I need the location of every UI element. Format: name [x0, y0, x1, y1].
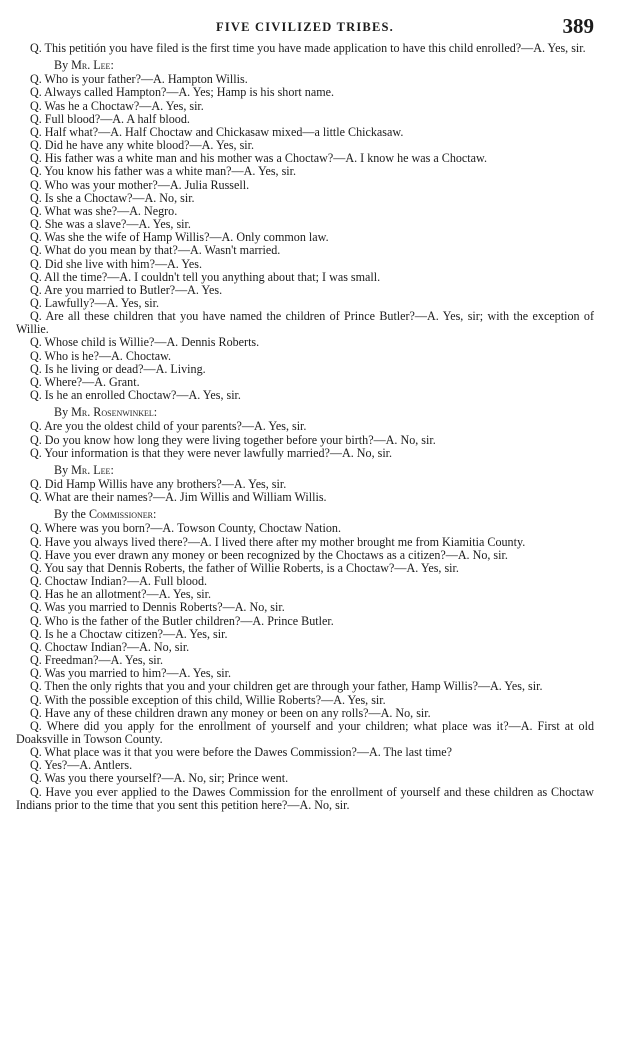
page-header: [16, 0, 594, 40]
testimony-line: Q. Has he an allotment?—A. Yes, sir.: [30, 587, 212, 602]
testimony-line: Q. His father was a white man and his mother was a Choctaw?—A. I know he was a Choctaw.: [30, 151, 487, 166]
testimony-line: Q. Was he a Choctaw?—A. Yes, sir.: [30, 98, 204, 113]
testimony-line: Q. Where?—A. Grant.: [30, 374, 140, 389]
speaker-prefix: By: [54, 462, 72, 477]
testimony-line: Q. Was she the wife of Hamp Willis?—A. Only common law.: [30, 230, 329, 245]
speaker-heading: [16, 464, 594, 477]
testimony-line: Q. Are all these children that you have named the children of Prince Butler?—A. Yes, sir; with the exception of Willie.: [16, 309, 594, 337]
testimony-line: Q. Have you ever applied to the Dawes Commission for the enrollment of yourself and these children as Choctaw Indians prior to the time that you sent this petition here?—A. No, sir.: [16, 784, 594, 812]
testimony-line: Q. Did Hamp Willis have any brothers?—A. Yes, sir.: [30, 477, 287, 491]
testimony-line: Q. Freedman?—A. Yes, sir.: [30, 653, 164, 668]
testimony-line: Q. Is he an enrolled Choctaw?—A. Yes, sir.: [30, 388, 241, 403]
testimony-line: Q. Then the only rights that you and your children get are through your father, Hamp Willis?—A. Yes, sir.: [30, 679, 543, 694]
testimony-line: Q. Choctaw Indian?—A. Full blood.: [30, 574, 208, 589]
speaker-prefix: By the: [54, 507, 89, 522]
speaker-name: Commissioner: [88, 507, 154, 522]
speaker-name: Mr. Lee: [71, 58, 111, 73]
testimony-line: Q. Your information is that they were never lawfully married?—A. No, sir.: [30, 445, 393, 460]
speaker-heading: [16, 508, 594, 521]
speaker-suffix: :: [110, 462, 114, 477]
testimony-line: Q. Do you know how long they were living together before your birth?—A. No, sir.: [30, 432, 436, 447]
speaker-prefix: By: [54, 58, 72, 73]
testimony-line: Q. Who is your father?—A. Hampton Willis.: [30, 72, 248, 87]
speaker-suffix: :: [110, 58, 114, 73]
testimony-line: Q. Is she a Choctaw?—A. No, sir.: [30, 190, 195, 205]
testimony-line: Q. Lawfully?—A. Yes, sir.: [30, 295, 159, 310]
testimony-line: Q. Was you married to Dennis Roberts?—A. No, sir.: [30, 600, 285, 615]
testimony-line: Q. Are you the oldest child of your parents?—A. Yes, sir.: [30, 419, 307, 434]
testimony-line: Q. All the time?—A. I couldn't tell you anything about that; I was small.: [30, 269, 381, 284]
testimony-line: Q. Have any of these children drawn any money or been on any rolls?—A. No, sir.: [30, 705, 431, 720]
speaker-suffix: :: [153, 405, 158, 420]
testimony-line: Q. She was a slave?—A. Yes, sir.: [30, 217, 191, 232]
testimony-line: Q. Choctaw Indian?—A. No, sir.: [30, 639, 190, 654]
testimony-line: Q. What do you mean by that?—A. Wasn't married.: [30, 243, 281, 258]
speaker-heading: [16, 59, 594, 72]
testimony-line: Q. Have you always lived there?—A. I lived there after my mother brought me from Kiamitia County.: [30, 534, 526, 549]
testimony-line: Q. What are their names?—A. Jim Willis and William Willis.: [30, 490, 327, 505]
testimony-line: Q. Yes?—A. Antlers.: [30, 758, 133, 773]
testimony-line: Q. Was you there yourself?—A. No, sir; Prince went.: [30, 771, 289, 786]
speaker-name: Mr. Lee: [71, 462, 111, 477]
testimony-line: Q. You know his father was a white man?—A. Yes, sir.: [30, 164, 297, 179]
testimony-line: Q. Are you married to Butler?—A. Yes.: [30, 282, 223, 297]
speaker-name: Mr. Rosenwinkel: [71, 405, 154, 420]
speaker-prefix: By: [54, 405, 72, 420]
testimony-line: Q. Did he have any white blood?—A. Yes, sir.: [30, 138, 255, 153]
page-number: 389: [562, 14, 594, 38]
testimony-line: Q. Half what?—A. Half Choctaw and Chickasaw mixed—a little Chickasaw.: [30, 124, 404, 139]
testimony-line: Q. Where did you apply for the enrollment of yourself and your children; what place was it?—A. First at old Doaksville in Towson County.: [16, 718, 594, 746]
testimony-line: Q. What was she?—A. Negro.: [30, 203, 178, 218]
testimony-line: Q. Did she live with him?—A. Yes.: [30, 256, 202, 271]
testimony-line: Q. Whose child is Willie?—A. Dennis Roberts.: [30, 335, 260, 350]
testimony-line: Q. You say that Dennis Roberts, the father of Willie Roberts, is a Choctaw?—A. Yes, sir.: [30, 560, 459, 575]
testimony-line: Q. What place was it that you were before the Dawes Commission?—A. The last time?: [30, 745, 453, 760]
testimony-line: Q. This petitión you have filed is the first time you have made application to have this child enrolled?—A. Yes, sir.: [30, 41, 586, 55]
testimony-line: Q. Who is he?—A. Choctaw.: [30, 348, 172, 363]
testimony-line: Q. Who is the father of the Butler children?—A. Prince Butler.: [30, 613, 334, 628]
testimony-line: Q. Is he living or dead?—A. Living.: [30, 361, 206, 376]
testimony-line: Q. Is he a Choctaw citizen?—A. Yes, sir.: [30, 626, 228, 641]
running-title: FIVE CIVILIZED TRIBES.: [216, 20, 394, 34]
testimony-line: Q. Was you married to him?—A. Yes, sir.: [30, 666, 232, 681]
speaker-suffix: :: [153, 507, 157, 522]
testimony-line: Q. Always called Hampton?—A. Yes; Hamp is his short name.: [30, 85, 334, 100]
speaker-heading: [16, 406, 594, 419]
testimony-body: [16, 42, 594, 812]
testimony-line: Q. Full blood?—A. A half blood.: [30, 111, 190, 126]
testimony-line: Q. Who was your mother?—A. Julia Russell.: [30, 177, 250, 192]
testimony-line: Q. Where was you born?—A. Towson County, Choctaw Nation.: [30, 521, 341, 536]
testimony-line: Q. With the possible exception of this child, Willie Roberts?—A. Yes, sir.: [30, 692, 386, 707]
testimony-line: Q. Have you ever drawn any money or been recognized by the Choctaws as a citizen?—A. No, sir.: [30, 547, 508, 562]
